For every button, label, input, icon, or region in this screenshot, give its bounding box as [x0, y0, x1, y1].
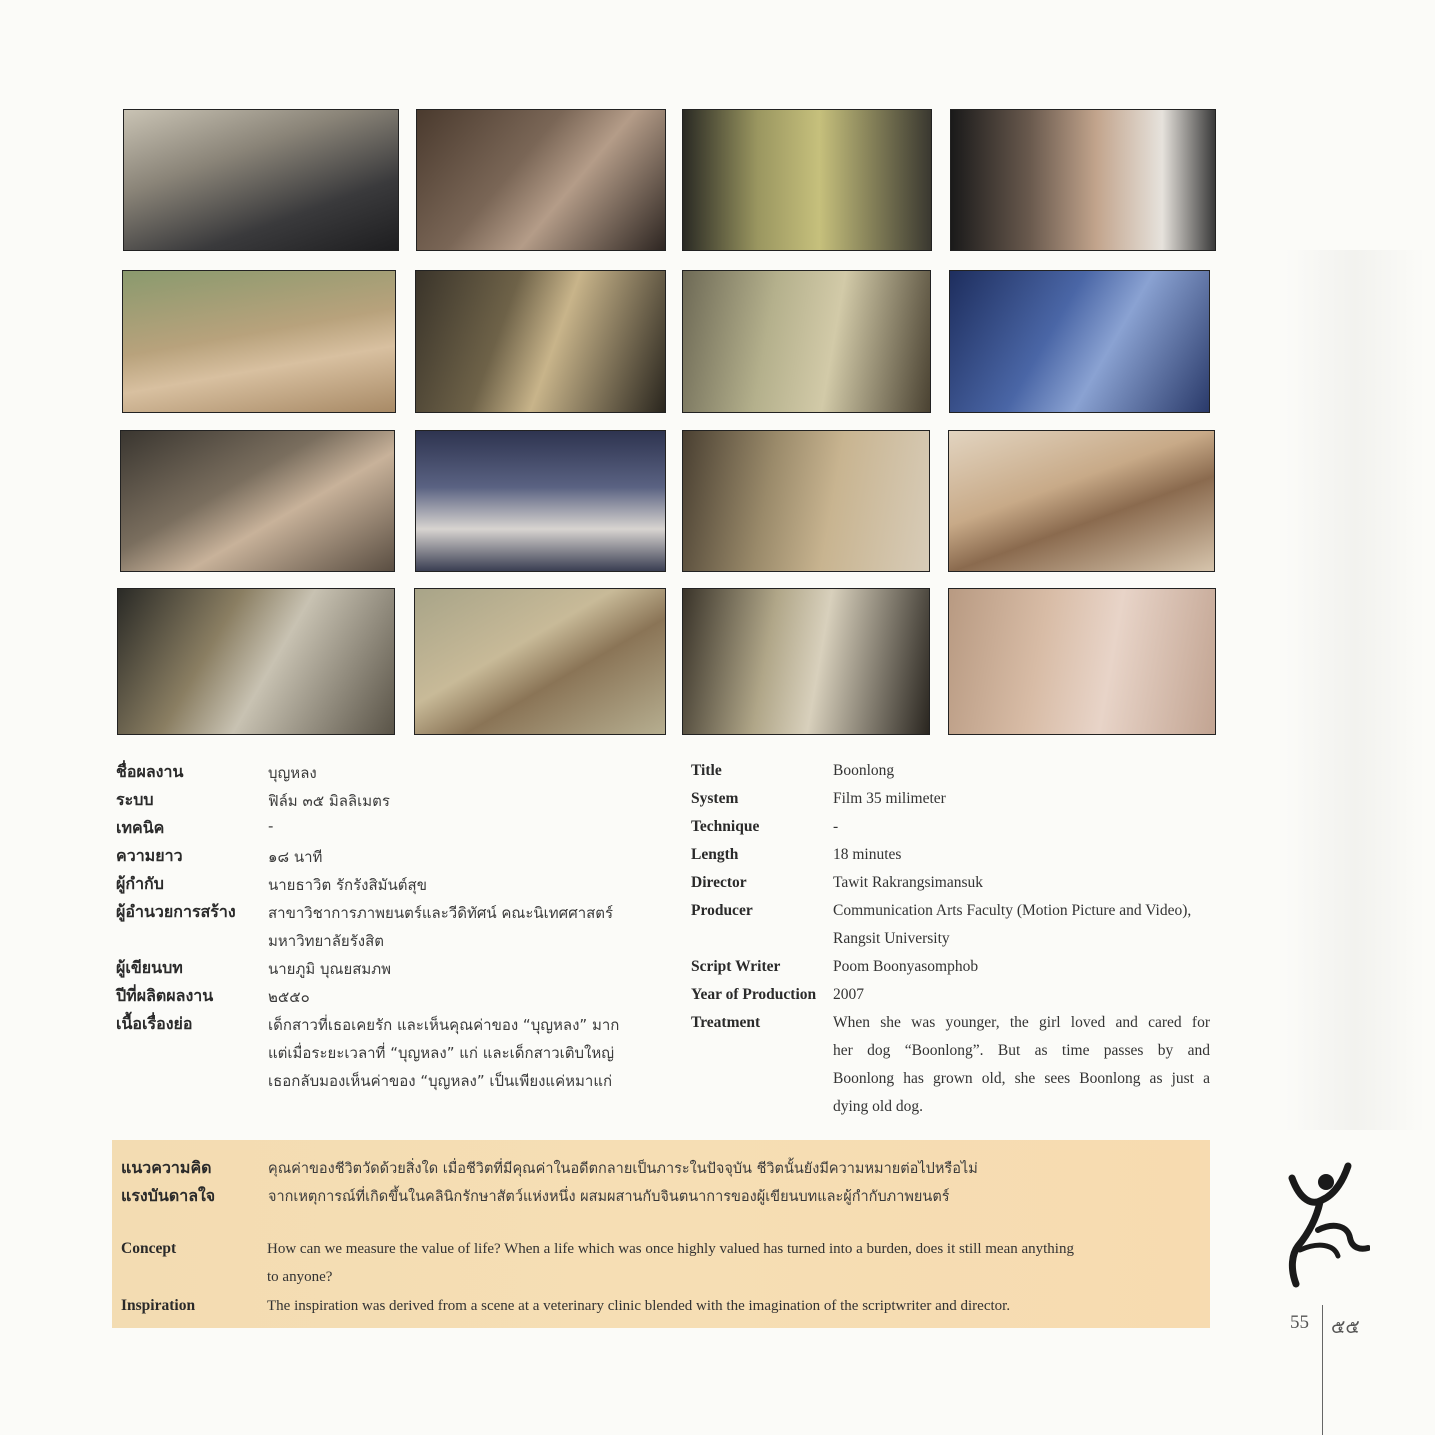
- en-value-length: 18 minutes: [833, 846, 902, 863]
- en-label-writer: Script Writer: [691, 958, 781, 975]
- thai-label-writer: ผู้เขียนบท: [116, 958, 183, 977]
- thai-label-title: ชื่อผลงาน: [116, 762, 184, 781]
- dancer-figure-icon: [1278, 1160, 1370, 1300]
- still-woman-seated: [682, 270, 931, 413]
- en-value-producer: Communication Arts Faculty (Motion Picture and Video),: [833, 902, 1192, 919]
- still-vet-exam: [117, 588, 395, 735]
- thai-value-producer-2: มหาวิทยาลัยรังสิต: [268, 932, 384, 950]
- thai-value-length: ๑๘ นาที: [268, 848, 323, 866]
- en-value-treatment-4: dying old dog.: [833, 1098, 923, 1115]
- page-number: 55: [1290, 1312, 1309, 1333]
- page-number-thai: ๕๕: [1331, 1317, 1360, 1338]
- en-value-director: Tawit Rakrangsimansuk: [833, 874, 984, 891]
- concept-text-1: How can we measure the value of life? When a life which was once highly valued has turned into a burden, does it still mean anything: [267, 1241, 1074, 1257]
- en-label-system: System: [691, 790, 739, 807]
- concept-text-2: to anyone?: [267, 1269, 333, 1285]
- en-label-producer: Producer: [691, 902, 753, 919]
- thai-concept-text: คุณค่าของชีวิตวัดด้วยสิ่งใด เมื่อชีวิตที่มีคุณค่าในอดีตกลายเป็นภาระในปัจจุบัน ชีวิตนั้นยังมีความหมายต่อไปหรือไม่: [268, 1161, 978, 1177]
- still-couple-closeup: [950, 109, 1216, 251]
- thai-value-writer: นายภูมิ บุณยสมภพ: [268, 960, 392, 978]
- en-value-title: Boonlong: [833, 762, 895, 779]
- still-hand-on-dog: [122, 270, 396, 413]
- thai-label-producer: ผู้อำนวยการสร้าง: [116, 902, 236, 921]
- thai-value-year: ๒๕๕๐: [268, 988, 310, 1006]
- en-label-treatment: Treatment: [691, 1014, 761, 1031]
- still-dog-lying: [948, 430, 1215, 572]
- still-clinic-room: [682, 109, 932, 251]
- en-value-treatment-3: Boonlong has grown old, she sees Boonlong as just a: [833, 1070, 1210, 1087]
- en-label-director: Director: [691, 874, 747, 891]
- thai-concept-label: แนวความคิด: [121, 1158, 212, 1177]
- en-label-year: Year of Production: [691, 986, 817, 1003]
- thai-label-year: ปีที่ผลิตผลงาน: [116, 986, 214, 1005]
- en-value-year: 2007: [833, 986, 864, 1003]
- still-mother-daughter: [416, 109, 666, 251]
- en-value-system: Film 35 milimeter: [833, 790, 946, 807]
- thai-value-synopsis-1: เด็กสาวที่เธอเคยรัก และเห็นคุณค่าของ “บุญหลง” มาก: [268, 1016, 620, 1034]
- inspiration-text: The inspiration was derived from a scene at a veterinary clinic blended with the imagination of the scriptwriter and director.: [267, 1298, 1011, 1314]
- thai-inspiration-label: แรงบันดาลใจ: [121, 1186, 216, 1205]
- en-value-technique: -: [833, 818, 839, 835]
- still-man-phone: [682, 430, 930, 572]
- thai-inspiration-text: จากเหตุการณ์ที่เกิดขึ้นในคลินิกรักษาสัตว์แห่งหนึ่ง ผสมผสานกับจินตนาการของผู้เขียนบทและผู้กำกับภาพยนตร์: [268, 1189, 950, 1205]
- thai-value-producer: สาขาวิชาการภาพยนตร์และวีดิทัศน์ คณะนิเทศศาสตร์: [268, 904, 614, 922]
- thai-label-length: ความยาว: [116, 846, 183, 865]
- still-hand-feeding-dog: [120, 430, 395, 572]
- thai-value-title: บุญหลง: [268, 764, 317, 782]
- inspiration-label: Inspiration: [121, 1297, 196, 1314]
- en-value-treatment-2: her dog “Boonlong”. But as time passes by and: [833, 1042, 1210, 1059]
- still-office-trio: [123, 109, 399, 251]
- en-label-length: Length: [691, 846, 739, 863]
- en-value-producer-2: Rangsit University: [833, 930, 950, 947]
- thai-value-system: ฟิล์ม ๓๕ มิลลิเมตร: [268, 792, 390, 810]
- thai-label-technique: เทคนิค: [116, 818, 165, 837]
- en-value-writer: Poom Boonyasomphob: [833, 958, 979, 975]
- still-rain-car: [949, 270, 1210, 413]
- thai-label-director: ผู้กำกับ: [116, 874, 164, 893]
- en-label-technique: Technique: [691, 818, 760, 835]
- page-number-divider: [1322, 1305, 1323, 1435]
- thai-label-synopsis: เนื้อเรื่องย่อ: [116, 1014, 193, 1033]
- concept-label: Concept: [121, 1240, 177, 1257]
- still-dog-iv: [414, 588, 666, 735]
- en-value-treatment-1: When she was younger, the girl loved and cared for: [833, 1014, 1210, 1031]
- thai-value-director: นายธาวิต รักรังสิมันต์สุข: [268, 876, 427, 894]
- en-label-title: Title: [691, 762, 722, 779]
- still-clinic-waiting: [415, 270, 666, 413]
- still-girl-shop: [948, 588, 1216, 735]
- thai-label-system: ระบบ: [116, 790, 154, 809]
- thai-value-synopsis-2: แต่เมื่อระยะเวลาที่ “บุญหลง” แก่ และเด็กสาวเติบใหญ่: [268, 1044, 614, 1062]
- still-woman-rain: [415, 430, 666, 572]
- thai-value-technique: -: [268, 817, 274, 835]
- concept-inspiration-box: [112, 1140, 1210, 1328]
- thai-value-synopsis-3: เธอกลับมองเห็นค่าของ “บุญหลง” เป็นเพียงแค่หมาแก่: [268, 1072, 613, 1090]
- still-vet-phone: [682, 588, 930, 735]
